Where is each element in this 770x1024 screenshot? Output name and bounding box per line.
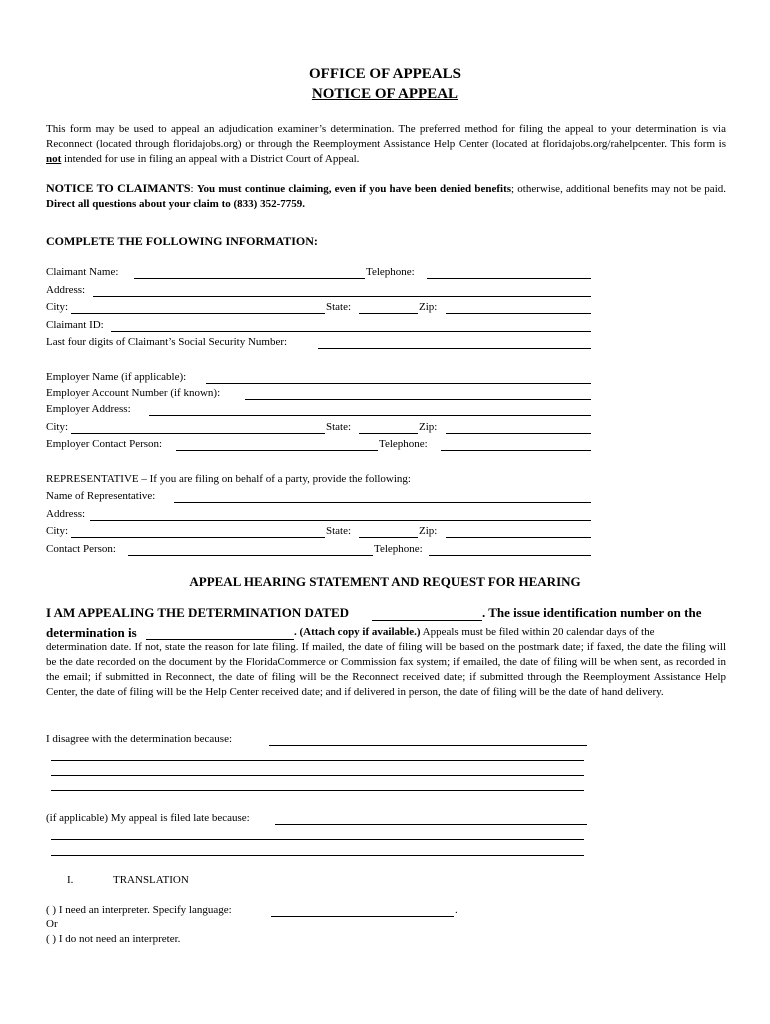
translation-heading: TRANSLATION (113, 874, 189, 886)
notice-to-claimants: NOTICE TO CLAIMANTS: You must continue claiming, even if you have been denied benefits; otherwise, additional benefits may not be paid. Direct all questions about your claim to (833) 352-7759. (46, 181, 726, 210)
representative-intro: REPRESENTATIVE – If you are filing on behalf of a party, provide the following: (46, 473, 411, 485)
claimant-address-label: Address: (46, 284, 86, 296)
employer-address-field[interactable] (149, 415, 591, 416)
notice-label: NOTICE TO CLAIMANTS (46, 181, 191, 195)
representative-state-label: State: (326, 525, 352, 537)
representative-telephone-field[interactable] (429, 555, 591, 556)
employer-name-field[interactable] (206, 383, 591, 384)
claimant-ssn-field[interactable] (318, 348, 591, 349)
or-label: Or (46, 918, 58, 930)
employer-address-label: Employer Address: (46, 403, 131, 415)
late-field-2[interactable] (51, 839, 584, 840)
employer-name-label: Employer Name (if applicable): (46, 371, 187, 383)
form-subtitle: NOTICE OF APPEAL (311, 86, 459, 102)
language-period: . (455, 904, 458, 916)
employer-contact-field[interactable] (176, 450, 378, 451)
employer-state-label: State: (326, 421, 352, 433)
late-label: (if applicable) My appeal is filed late because: (46, 812, 250, 824)
representative-zip-field[interactable] (446, 537, 591, 538)
claimant-city-label: City: (46, 301, 69, 313)
representative-address-label: Address: (46, 508, 86, 520)
disagree-field-2[interactable] (51, 760, 584, 761)
appealing-line-2b: . (Attach copy if available.) Appeals must be filed within 20 calendar days of the (294, 626, 655, 638)
no-interpreter-option[interactable]: ( ) I do not need an interpreter. (46, 933, 181, 945)
intro-paragraph: This form may be used to appeal an adjudication examiner’s determination. The preferred method for filing the appeal to your determination is via Reconnect (located through floridajobs.org) or through the Reemployment Assistance Help Center (located at floridajobs.org/rahelpcenter. This form is not intended for use in filing an appeal with a District Court of Appeal. (46, 123, 726, 165)
claimant-state-label: State: (326, 301, 352, 313)
claimant-zip-label: Zip: (419, 301, 438, 313)
disagree-field-3[interactable] (51, 775, 584, 776)
determination-date-field[interactable] (372, 620, 482, 621)
translation-number: I. (67, 874, 74, 886)
claimant-telephone-label: Telephone: (366, 266, 415, 278)
representative-name-field[interactable] (174, 502, 591, 503)
employer-account-field[interactable] (245, 399, 591, 400)
appealing-line-2a: determination is (46, 625, 137, 640)
claimant-name-field[interactable] (134, 278, 365, 279)
appealing-line-1a: I AM APPEALING THE DETERMINATION DATED (46, 605, 350, 620)
employer-account-label: Employer Account Number (if known): (46, 387, 221, 399)
claimant-zip-field[interactable] (446, 313, 591, 314)
claimant-telephone-field[interactable] (427, 278, 591, 279)
filing-rules-paragraph: determination date. If not, state the reason for late filing. If mailed, the date of filing will be based on the postmark date; if faxed, the date the filing will be the date recorded on the document by the FloridaCommerce or Commission fax system; if emailed, the date of filing will be when sent, as recorded in the email; if submitted in Reconnect, the date of filing will be the Reconnect received date; if submitted through the Reemployment Assistance Help Center, the date of filing will be the Help Center received date; and if delivered in person, the date of filing will be the date of hand delivery. (46, 641, 726, 698)
representative-city-label: City: (46, 525, 69, 537)
representative-contact-field[interactable] (128, 555, 373, 556)
representative-city-field[interactable] (71, 537, 325, 538)
employer-telephone-label: Telephone: (379, 438, 428, 450)
employer-city-field[interactable] (71, 433, 325, 434)
employer-contact-label: Employer Contact Person: (46, 438, 163, 450)
representative-telephone-label: Telephone: (374, 543, 423, 555)
claimant-city-field[interactable] (71, 313, 325, 314)
language-field[interactable] (271, 916, 454, 917)
claimant-state-field[interactable] (359, 313, 418, 314)
disagree-field-4[interactable] (51, 790, 584, 791)
late-field-3[interactable] (51, 855, 584, 856)
claimant-name-label: Claimant Name: (46, 266, 119, 278)
need-interpreter-option[interactable]: ( ) I need an interpreter. Specify language: (46, 904, 232, 916)
representative-name-label: Name of Representative: (46, 490, 156, 502)
claimant-id-field[interactable] (111, 331, 591, 332)
not-emphasis: not (46, 153, 62, 165)
claimant-id-label: Claimant ID: (46, 319, 104, 331)
representative-zip-label: Zip: (419, 525, 438, 537)
representative-contact-label: Contact Person: (46, 543, 116, 555)
appealing-line-1b: . The issue identification number on the (482, 605, 702, 620)
employer-state-field[interactable] (359, 433, 418, 434)
representative-state-field[interactable] (359, 537, 418, 538)
employer-city-label: City: (46, 421, 69, 433)
disagree-label: I disagree with the determination because: (46, 733, 233, 745)
employer-telephone-field[interactable] (441, 450, 591, 451)
late-field-1[interactable] (275, 824, 587, 825)
employer-zip-field[interactable] (446, 433, 591, 434)
employer-zip-label: Zip: (419, 421, 438, 433)
representative-address-field[interactable] (90, 520, 591, 521)
form-title: OFFICE OF APPEALS (309, 66, 461, 82)
claimant-address-field[interactable] (93, 296, 591, 297)
appeal-heading: APPEAL HEARING STATEMENT AND REQUEST FOR HEARING (189, 574, 581, 589)
complete-heading: COMPLETE THE FOLLOWING INFORMATION: (46, 234, 318, 248)
disagree-field-1[interactable] (269, 745, 587, 746)
claimant-ssn-label: Last four digits of Claimant’s Social Security Number: (46, 336, 288, 348)
